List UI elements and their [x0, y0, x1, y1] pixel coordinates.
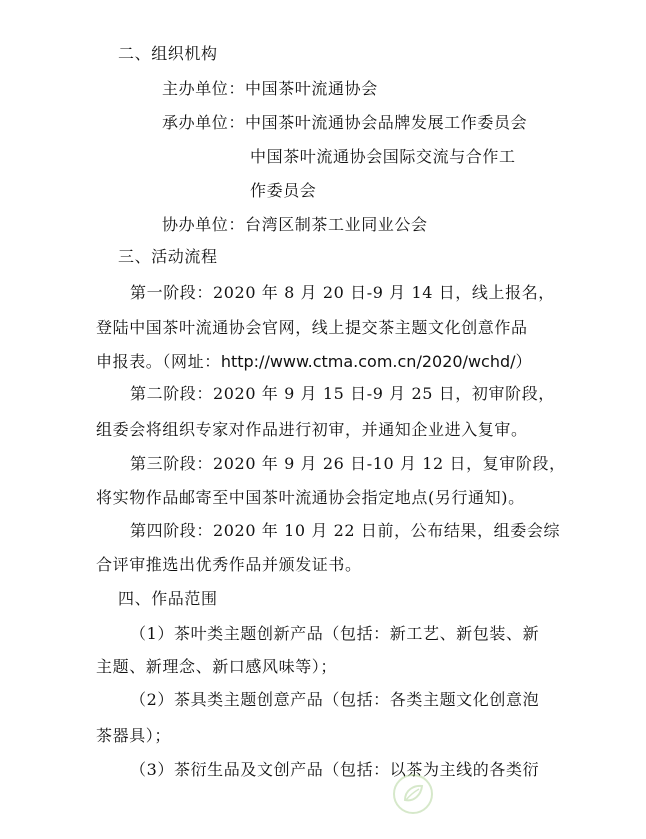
scope-item1-line1: （1）茶叶类主题创新产品（包括：新工艺、新包装、新	[130, 624, 540, 643]
stage4-line2: 合评审推选出优秀作品并颁发证书。	[96, 555, 362, 574]
stage4-line1: 第四阶段：2020 年 10 月 22 日前，公布结果，组委会综	[130, 521, 561, 540]
stage2-line2: 组委会将组织专家对作品进行初审，并通知企业进入复审。	[96, 420, 528, 439]
stage1-url-prefix: 申报表。（网址：	[96, 352, 221, 371]
host-unit-line: 主办单位：中国茶叶流通协会	[162, 79, 378, 98]
stage3-line1: 第三阶段：2020 年 9 月 26 日-10 月 12 日，复审阶段，	[130, 454, 566, 473]
co-organizer-unit-line: 协办单位：台湾区制茶工业同业公会	[162, 215, 428, 234]
leaf-logo-icon	[392, 773, 434, 815]
section-heading-process: 三、活动流程	[118, 247, 218, 266]
scope-item2-line1: （2）茶具类主题创意产品（包括：各类主题文化创意泡	[130, 690, 540, 709]
stage1-line3	[96, 352, 532, 372]
stage1-line2: 登陆中国茶叶流通协会官网，线上提交茶主题文化创意作品	[96, 318, 528, 337]
stage1-line1: 第一阶段：2020 年 8 月 20 日-9 月 14 日，线上报名，	[130, 283, 555, 302]
stage3-line2: 将实物作品邮寄至中国茶叶流通协会指定地点(另行通知)。	[96, 488, 525, 507]
stage2-line1: 第二阶段：2020 年 9 月 15 日-9 月 25 日，初审阶段，	[130, 384, 555, 403]
organizer-unit-continuation-2: 作委员会	[250, 181, 317, 200]
section-heading-scope: 四、作品范围	[118, 589, 218, 608]
organizer-unit-continuation: 中国茶叶流通协会国际交流与合作工	[250, 147, 516, 166]
scope-item3-line1: （3）茶衍生品及文创产品（包括：以茶为主线的各类衍	[130, 760, 540, 779]
stage1-url-suffix: ）	[515, 352, 533, 371]
stage1-url-link[interactable]: http://www.ctma.com.cn/2020/wchd/	[220, 352, 516, 371]
scope-item1-line2: 主题、新理念、新口感风味等）；	[96, 657, 338, 676]
section-heading-organization: 二、组织机构	[118, 44, 218, 63]
organizer-unit-line: 承办单位：中国茶叶流通协会品牌发展工作委员会	[162, 113, 528, 132]
scope-item2-line2: 茶器具）；	[96, 726, 172, 745]
